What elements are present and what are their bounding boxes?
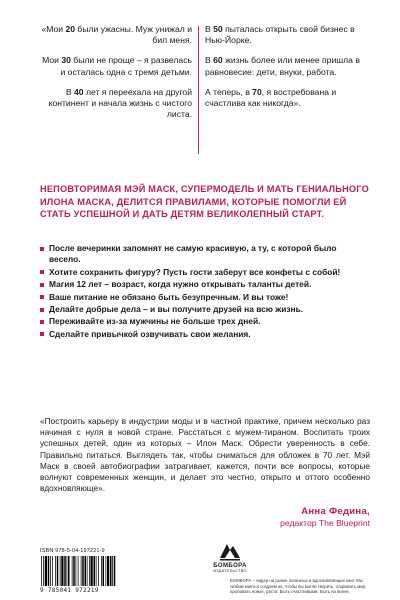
reviewer-name: Анна Федина, — [301, 506, 370, 517]
publisher-description: БОМБОРА – лидер на рынке полезных и вдохновляющих книг. Мы любим книги и создаем их, чтобы вы могли творить, открывать мир, пробовать новое, расти. Быть счастливыми. Быть на волне. — [230, 578, 367, 595]
rule-item: Делайте добрые дела – и вы получите друзей на всю жизнь. — [40, 304, 370, 315]
bombora-logo-icon — [217, 540, 243, 562]
rule-item: Магия 12 лет – возраст, когда нужно открывать таланты детей. — [40, 279, 370, 290]
quote-age-70: А теперь, в 70, я востребована и счастлива как никогда». — [205, 86, 337, 109]
rule-item: Ваше питание не обязано быть безупречным. И вы тоже! — [40, 292, 370, 303]
quotes-left-column — [40, 24, 192, 129]
headline: НЕПОВТОРИМАЯ МЭЙ МАСК, СУПЕРМОДЕЛЬ И МАТЬ ГЕНИАЛЬНОГО ИЛОНА МАСКА, ДЕЛИТСЯ ПРАВИЛАМИ, КОТОРЫЕ ПОМОГЛИ ЕЙ СТАТЬ УСПЕШНОЙ И ДАТЬ ДЕТЯМ ВЕЛИКОЛЕПНЫЙ СТАРТ. — [40, 184, 369, 220]
quotes-divider — [198, 26, 199, 154]
barcode-block — [40, 548, 118, 594]
publisher-subtitle: ИЗДАТЕЛЬСТВО — [213, 569, 247, 573]
publisher-logo — [212, 540, 248, 573]
quote-age-20: «Мои 20 были ужасны. Муж унижал и бил меня. — [41, 24, 192, 46]
quote-age-50: В 50 пыталась открыть свой бизнес в Нью-Йорке. — [205, 24, 355, 46]
publisher-name: БОМБОРА — [213, 563, 247, 569]
rule-item: Сделайте привычкой озвучивать свои желания. — [40, 329, 370, 340]
rule-item: После вечеринки запомнят не самую красивую, а ту, с которой было весело. — [40, 243, 370, 266]
reviewer-role: редактор The Blueprint — [280, 518, 370, 528]
rule-item: Хотите сохранить фигуру? Пусть гости заберут все конфеты с собой! — [40, 267, 370, 278]
barcode-icon — [40, 556, 118, 586]
quotes-block — [40, 24, 370, 156]
reviewer — [280, 506, 370, 528]
rule-item: Переживайте из-за мужчины не больше трех дней. — [40, 316, 370, 327]
quote-age-40: В 40 лет я переехала на другой континент и начала жизнь с чистого листа. — [48, 86, 192, 120]
barcode-number: 9 785041 972219 — [40, 587, 99, 594]
rules-list — [40, 243, 370, 341]
isbn: ISBN 978-5-04-197221-9 — [40, 548, 105, 554]
quote-age-30: Мои 30 были не проще – я развелась и осталась одна с тремя детьми. — [42, 55, 192, 77]
quote-age-60: В 60 жизнь более или менее пришла в равновесие: дети, внуки, работа. — [205, 55, 360, 77]
review-quote: «Построить карьеру в индустрии моды и в частной практике, причем несколько раз начиная с нуля в новой стране. Расстаться с мужем-тираном. Воспитать троих успешных детей, один из которых – Илон Маск. Обрести уверенность в себе. Правильно питаться. Выглядеть так, чтобы сниматься для обложек в 70 лет. Мэй Маск в своей автобиографии затрагивает, кажется, почти все вопросы, которые волнуют современных женщин, и делает это честно, открыто и оттого особенно вдохновляюще». — [40, 416, 370, 494]
quotes-right-column — [205, 24, 370, 118]
